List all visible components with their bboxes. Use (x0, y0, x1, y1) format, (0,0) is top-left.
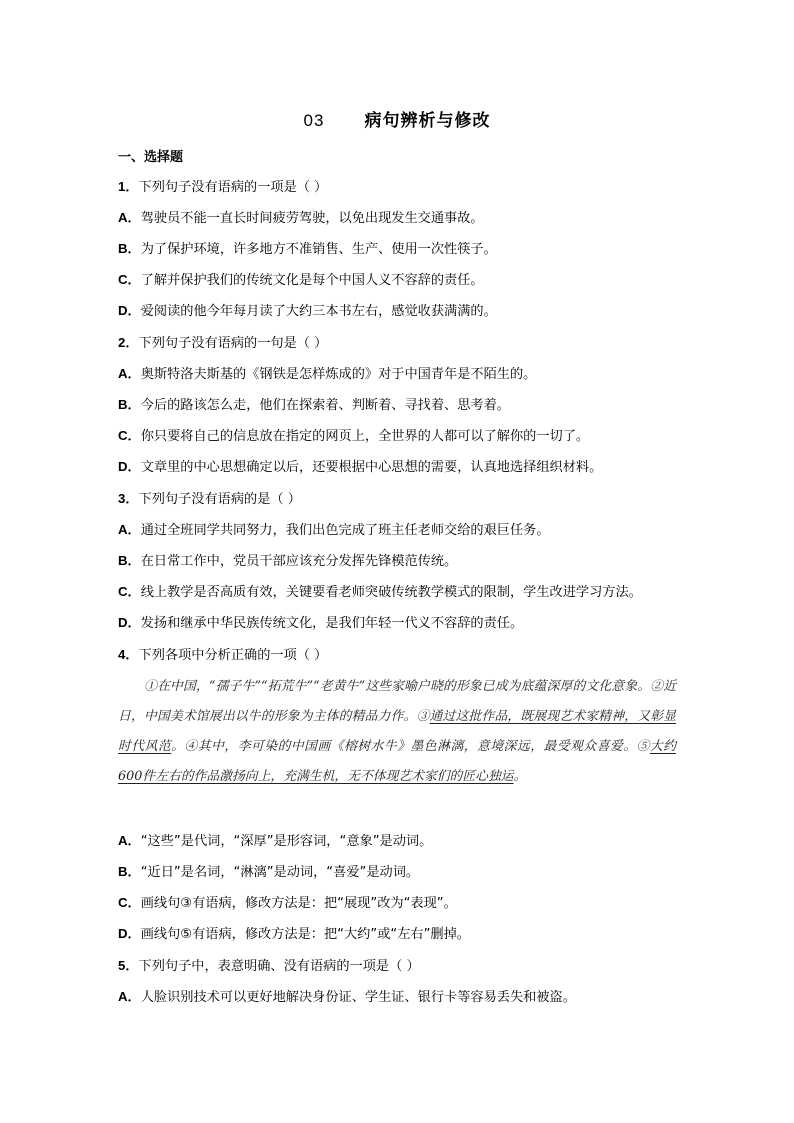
question-3-option-c: C．线上教学是否高质有效，关键要看老师突破传统教学模式的限制，学生改进学习方法。 (118, 584, 642, 600)
question-1-option-c: C．了解并保护我们的传统文化是每个中国人义不容辞的责任。 (118, 272, 484, 288)
question-5-stem: 5．下列句子中，表意明确、没有语病的一项是（ ） (118, 958, 420, 974)
question-4-option-b: B．“近日”是名词，“淋漓”是动词，“喜爱”是动词。 (118, 864, 420, 880)
question-2-stem: 2．下列句子没有语病的一句是（ ） (118, 335, 328, 351)
question-1-option-d: D．爱阅读的他今年每月读了大约三本书左右，感觉收获满满的。 (118, 303, 497, 319)
question-4-option-d: D．画线句⑤有语病，修改方法是：把“大约”或“左右”删掉。 (118, 926, 470, 942)
underlined-sentence-3: 通过这批作品，既展现艺术家精神，又彰显时代风范 (118, 709, 677, 754)
question-3-option-b: B．在日常工作中，党员干部应该充分发挥先锋模范传统。 (118, 553, 458, 569)
question-4-passage: ①在中国，“孺子牛”“拓荒牛”“老黄牛”这些家喻户晓的形象已成为底蕴深厚的文化意象。②近日，中国美术馆展出以牛的形象为主体的精品力作。③通过这批作品，既展现艺术家精神，又彰显时代风范。④其中，李可染的中国画《榕树水牛》墨色淋漓，意境深远，最受观众喜爱。⑤大约600件左右的作品激扬向上，充满生机，无不体现艺术家们的匠心独运。 (118, 679, 677, 784)
question-2-option-b: B．今后的路该怎么走，他们在探索着、判断着、寻找着、思考着。 (118, 397, 510, 413)
question-3-option-d: D．发扬和继承中华民族传统文化，是我们年轻一代义不容辞的责任。 (118, 615, 524, 631)
question-2-option-c: C．你只要将自己的信息放在指定的网页上，全世界的人都可以了解你的一切了。 (118, 428, 590, 444)
question-1-option-a: A．驾驶员不能一直长时间疲劳驾驶，以免出现发生交通事故。 (118, 210, 484, 226)
question-1-stem: 1．下列句子没有语病的一项是（ ） (118, 179, 328, 195)
question-4-option-c: C．画线句③有语病，修改方法是：把“展现”改为“表现”。 (118, 895, 457, 911)
question-4-option-a: A．“这些”是代词，“深厚”是形容词，“意象”是动词。 (118, 833, 433, 849)
question-2-option-d: D．文章里的中心思想确定以后，还要根据中心思想的需要，认真地选择组织材料。 (118, 459, 603, 475)
question-3-stem: 3．下列句子没有语病的是（ ） (118, 491, 301, 507)
question-1-option-b: B．为了保护环境，许多地方不准销售、生产、使用一次性筷子。 (118, 241, 497, 257)
page-title (0, 106, 794, 131)
section-heading: 一、选择题 (118, 150, 184, 165)
question-3-option-a: A．通过全班同学共同努力，我们出色完成了班主任老师交给的艰巨任务。 (118, 522, 550, 538)
question-5-option-a: A．人脸识别技术可以更好地解决身份证、学生证、银行卡等容易丢失和被盗。 (118, 989, 576, 1005)
underlined-sentence-5: 大约600件左右的作品激扬向上，充满生机，无不体现艺术家们的匠心独运 (118, 739, 677, 784)
question-2-option-a: A．奥斯特洛夫斯基的《钢铁是怎样炼成的》对于中国青年是不陌生的。 (118, 366, 537, 382)
chapter-number: 03 (303, 111, 325, 130)
chapter-title: 病句辨析与修改 (364, 111, 491, 131)
question-4-stem: 4．下列各项中分析正确的一项（ ） (118, 647, 328, 663)
